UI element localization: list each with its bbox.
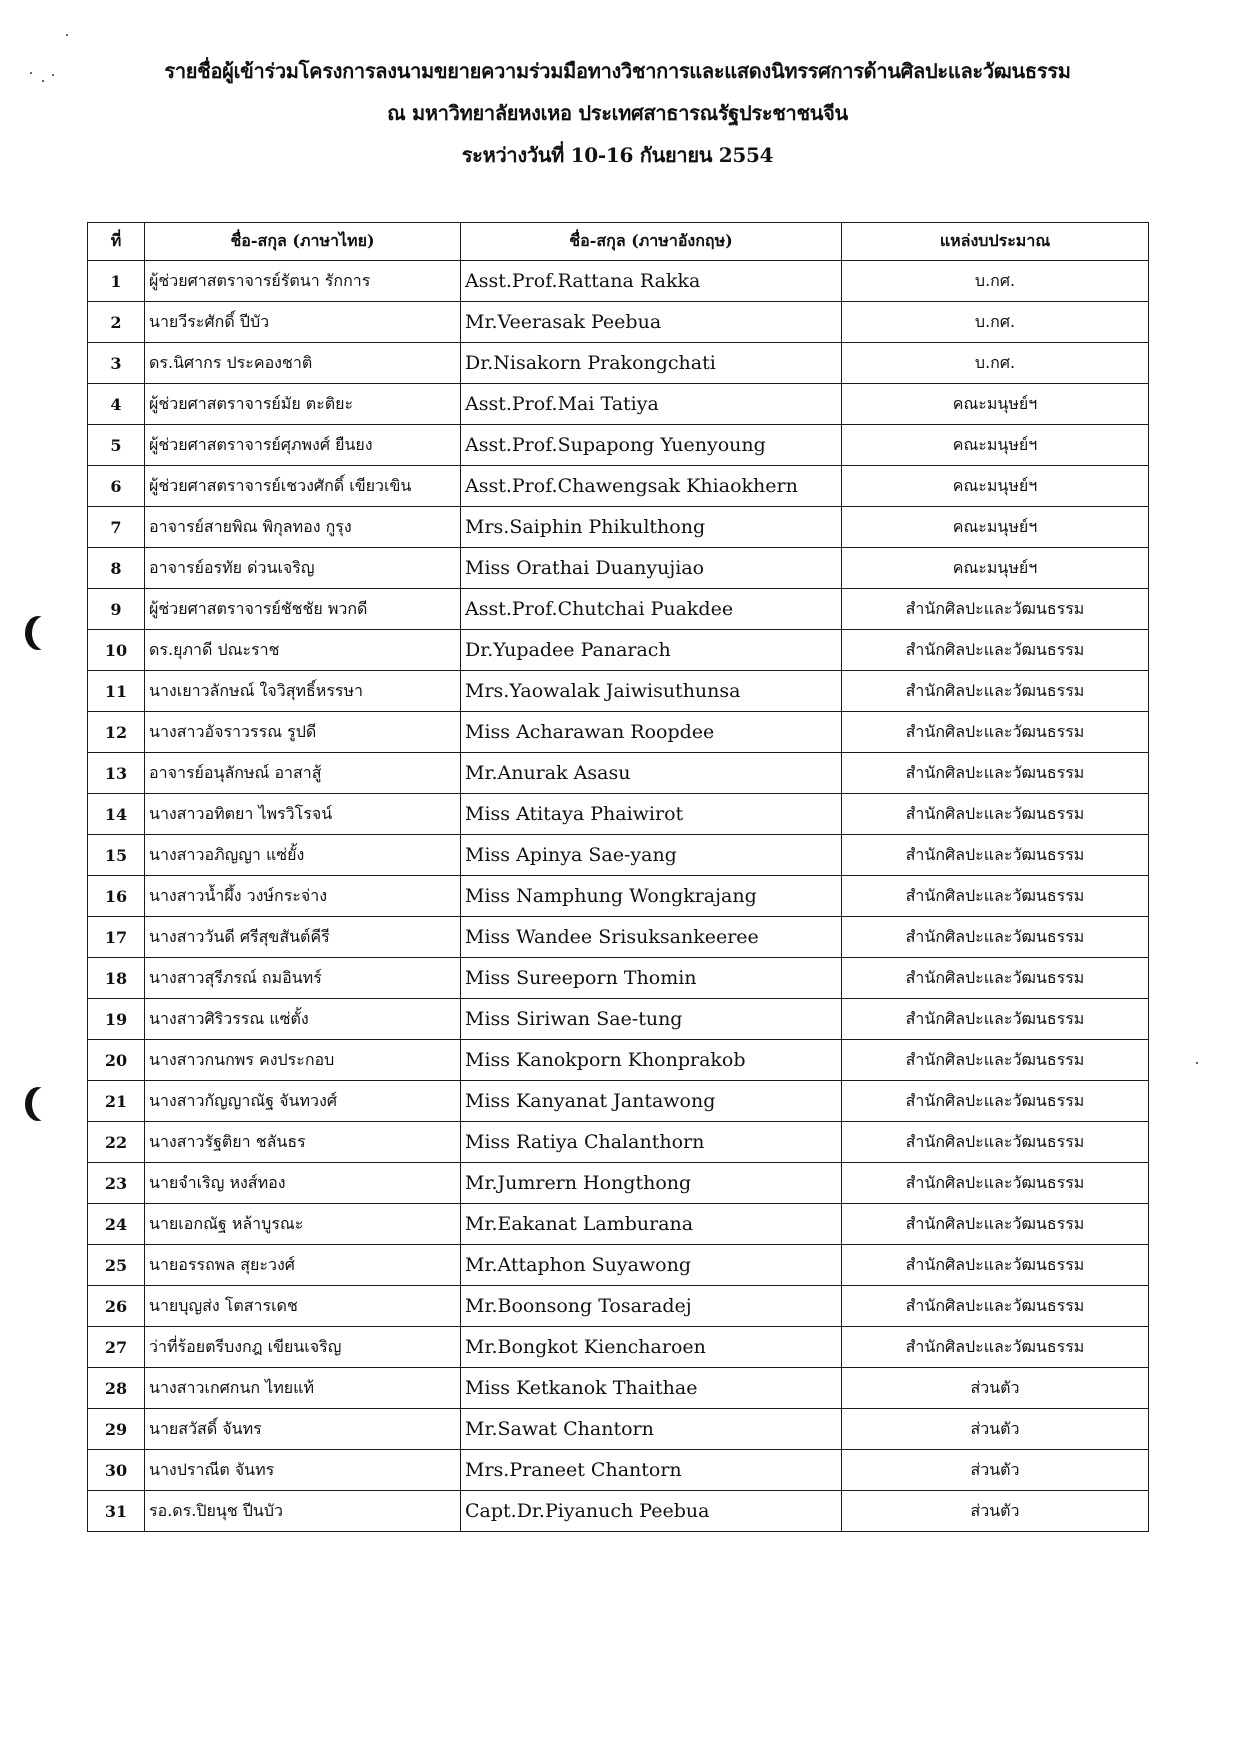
cell-name-th: ว่าที่ร้อยตรีบงกฎ เขียนเจริญ — [145, 1327, 461, 1368]
cell-name-th: นางสาวกัญญาณัฐ จันทวงศ์ — [145, 1081, 461, 1122]
cell-source: สำนักศิลปะและวัฒนธรรม — [842, 1327, 1149, 1368]
cell-source: สำนักศิลปะและวัฒนธรรม — [842, 1204, 1149, 1245]
col-header-name-en: ชื่อ-สกุล (ภาษาอังกฤษ) — [461, 223, 842, 261]
cell-name-th: อาจารย์อรทัย ด่วนเจริญ — [145, 548, 461, 589]
cell-no: 12 — [88, 712, 145, 753]
cell-no: 15 — [88, 835, 145, 876]
cell-source: บ.กศ. — [842, 261, 1149, 302]
cell-source: สำนักศิลปะและวัฒนธรรม — [842, 794, 1149, 835]
col-header-no: ที่ — [88, 223, 145, 261]
cell-no: 11 — [88, 671, 145, 712]
cell-name-en: Miss Namphung Wongkrajang — [461, 876, 842, 917]
table-row — [88, 671, 1149, 712]
cell-no: 27 — [88, 1327, 145, 1368]
cell-source: สำนักศิลปะและวัฒนธรรม — [842, 1040, 1149, 1081]
cell-no: 8 — [88, 548, 145, 589]
table-row — [88, 425, 1149, 466]
cell-name-en: Dr.Yupadee Panarach — [461, 630, 842, 671]
table-row — [88, 1491, 1149, 1532]
cell-name-en: Asst.Prof.Rattana Rakka — [461, 261, 842, 302]
cell-source: สำนักศิลปะและวัฒนธรรม — [842, 958, 1149, 999]
cell-no: 13 — [88, 753, 145, 794]
header-row — [88, 223, 1149, 261]
cell-source: สำนักศิลปะและวัฒนธรรม — [842, 671, 1149, 712]
cell-source: ส่วนตัว — [842, 1450, 1149, 1491]
punch-hole-mark — [32, 616, 58, 650]
cell-no: 28 — [88, 1368, 145, 1409]
cell-name-th: นายจำเริญ หงส์ทอง — [145, 1163, 461, 1204]
cell-name-th: นายอรรถพล สุยะวงศ์ — [145, 1245, 461, 1286]
punch-hole-mark — [32, 1087, 58, 1121]
table-row — [88, 1286, 1149, 1327]
cell-name-th: นางสาวเกศกนก ไทยแท้ — [145, 1368, 461, 1409]
cell-name-th: นายสวัสดิ์ จันทร — [145, 1409, 461, 1450]
scan-speck — [66, 34, 68, 36]
cell-name-en: Asst.Prof.Mai Tatiya — [461, 384, 842, 425]
cell-source: สำนักศิลปะและวัฒนธรรม — [842, 753, 1149, 794]
document-date-range: ระหว่างวันที่ 10-16 กันยายน 2554 — [461, 143, 774, 167]
cell-no: 31 — [88, 1491, 145, 1532]
scan-speck — [42, 80, 44, 82]
cell-name-th: ผู้ช่วยศาสตราจารย์ชัชชัย พวกดี — [145, 589, 461, 630]
cell-name-en: Miss Atitaya Phaiwirot — [461, 794, 842, 835]
table-row — [88, 876, 1149, 917]
cell-name-en: Miss Kanyanat Jantawong — [461, 1081, 842, 1122]
scan-speck — [52, 74, 54, 76]
cell-name-th: ผู้ช่วยศาสตราจารย์รัตนา รักการ — [145, 261, 461, 302]
cell-name-th: นางสาววันดี ศรีสุขสันต์คีรี — [145, 917, 461, 958]
table-row — [88, 507, 1149, 548]
cell-source: สำนักศิลปะและวัฒนธรรม — [842, 1245, 1149, 1286]
cell-no: 6 — [88, 466, 145, 507]
cell-no: 14 — [88, 794, 145, 835]
document-location: ณ มหาวิทยาลัยหงเหอ ประเทศสาธารณรัฐประชาชนจีน — [387, 101, 848, 125]
cell-source: คณะมนุษย์ฯ — [842, 548, 1149, 589]
cell-name-th: นางสาวศิริวรรณ แซ่ตั้ง — [145, 999, 461, 1040]
table-row — [88, 466, 1149, 507]
cell-name-en: Mr.Sawat Chantorn — [461, 1409, 842, 1450]
cell-source: สำนักศิลปะและวัฒนธรรม — [842, 835, 1149, 876]
cell-name-th: ดร.นิศากร ประคองชาติ — [145, 343, 461, 384]
cell-source: สำนักศิลปะและวัฒนธรรม — [842, 1122, 1149, 1163]
cell-no: 18 — [88, 958, 145, 999]
cell-source: ส่วนตัว — [842, 1491, 1149, 1532]
cell-name-en: Mr.Veerasak Peebua — [461, 302, 842, 343]
cell-no: 24 — [88, 1204, 145, 1245]
cell-name-en: Mr.Anurak Asasu — [461, 753, 842, 794]
cell-no: 9 — [88, 589, 145, 630]
cell-name-en: Asst.Prof.Chawengsak Khiaokhern — [461, 466, 842, 507]
cell-name-en: Mr.Attaphon Suyawong — [461, 1245, 842, 1286]
cell-name-th: ผู้ช่วยศาสตราจารย์เชวงศักดิ์ เขียวเขิน — [145, 466, 461, 507]
cell-name-th: นายเอกณัฐ หล้าบูรณะ — [145, 1204, 461, 1245]
document-header — [0, 58, 1235, 184]
cell-name-th: นางสาวอัจราวรรณ รูปดี — [145, 712, 461, 753]
cell-name-en: Miss Siriwan Sae-tung — [461, 999, 842, 1040]
cell-no: 3 — [88, 343, 145, 384]
cell-name-en: Miss Acharawan Roopdee — [461, 712, 842, 753]
cell-no: 10 — [88, 630, 145, 671]
cell-name-th: นางสาวกนกพร คงประกอบ — [145, 1040, 461, 1081]
table-row — [88, 589, 1149, 630]
cell-no: 19 — [88, 999, 145, 1040]
cell-source: ส่วนตัว — [842, 1409, 1149, 1450]
cell-name-th: รอ.ดร.ปิยนุช ปีนบัว — [145, 1491, 461, 1532]
table-row — [88, 1122, 1149, 1163]
table-row — [88, 384, 1149, 425]
cell-source: คณะมนุษย์ฯ — [842, 466, 1149, 507]
table-row — [88, 1163, 1149, 1204]
table-row — [88, 958, 1149, 999]
cell-name-en: Miss Ketkanok Thaithae — [461, 1368, 842, 1409]
cell-source: สำนักศิลปะและวัฒนธรรม — [842, 1286, 1149, 1327]
cell-name-th: อาจารย์สายพิณ พิกุลทอง กูรุง — [145, 507, 461, 548]
scan-speck — [1196, 1062, 1198, 1064]
cell-no: 21 — [88, 1081, 145, 1122]
table-body — [88, 261, 1149, 1532]
cell-name-en: Mrs.Yaowalak Jaiwisuthunsa — [461, 671, 842, 712]
cell-name-th: นางสาวอภิญญา แซ่ยั้ง — [145, 835, 461, 876]
cell-no: 4 — [88, 384, 145, 425]
cell-name-th: นางสาวสุรีภรณ์ ถมอินทร์ — [145, 958, 461, 999]
cell-source: บ.กศ. — [842, 302, 1149, 343]
table-row — [88, 835, 1149, 876]
cell-name-th: ดร.ยุภาดี ปณะราช — [145, 630, 461, 671]
cell-name-th: นางสาวน้ำผึ้ง วงษ์กระจ่าง — [145, 876, 461, 917]
table-row — [88, 794, 1149, 835]
cell-no: 17 — [88, 917, 145, 958]
cell-source: สำนักศิลปะและวัฒนธรรม — [842, 876, 1149, 917]
cell-name-en: Miss Apinya Sae-yang — [461, 835, 842, 876]
cell-source: คณะมนุษย์ฯ — [842, 507, 1149, 548]
table-row — [88, 302, 1149, 343]
table-row — [88, 261, 1149, 302]
cell-name-en: Mrs.Praneet Chantorn — [461, 1450, 842, 1491]
cell-name-en: Mr.Eakanat Lamburana — [461, 1204, 842, 1245]
cell-name-th: ผู้ช่วยศาสตราจารย์ศุภพงศ์ ยืนยง — [145, 425, 461, 466]
table-header — [88, 223, 1149, 261]
table-row — [88, 1450, 1149, 1491]
col-header-name-th: ชื่อ-สกุล (ภาษาไทย) — [145, 223, 461, 261]
cell-source: สำนักศิลปะและวัฒนธรรม — [842, 712, 1149, 753]
table-row — [88, 1081, 1149, 1122]
cell-no: 7 — [88, 507, 145, 548]
cell-source: คณะมนุษย์ฯ — [842, 425, 1149, 466]
cell-source: ส่วนตัว — [842, 1368, 1149, 1409]
table-row — [88, 1327, 1149, 1368]
cell-source: สำนักศิลปะและวัฒนธรรม — [842, 917, 1149, 958]
cell-source: คณะมนุษย์ฯ — [842, 384, 1149, 425]
cell-no: 26 — [88, 1286, 145, 1327]
cell-no: 25 — [88, 1245, 145, 1286]
table-row — [88, 343, 1149, 384]
cell-name-th: ผู้ช่วยศาสตราจารย์มัย ตะติยะ — [145, 384, 461, 425]
cell-name-en: Asst.Prof.Chutchai Puakdee — [461, 589, 842, 630]
cell-no: 1 — [88, 261, 145, 302]
scan-speck — [30, 72, 32, 74]
cell-name-th: อาจารย์อนุลักษณ์ อาสาสู้ — [145, 753, 461, 794]
cell-name-th: นายวีระศักดิ์ ปีบัว — [145, 302, 461, 343]
cell-no: 29 — [88, 1409, 145, 1450]
cell-name-en: Capt.Dr.Piyanuch Peebua — [461, 1491, 842, 1532]
table-row — [88, 1204, 1149, 1245]
col-header-source: แหล่งบประมาณ — [842, 223, 1149, 261]
table-row — [88, 630, 1149, 671]
cell-source: สำนักศิลปะและวัฒนธรรม — [842, 1081, 1149, 1122]
cell-source: สำนักศิลปะและวัฒนธรรม — [842, 1163, 1149, 1204]
table-row — [88, 1409, 1149, 1450]
cell-name-en: Miss Wandee Srisuksankeeree — [461, 917, 842, 958]
cell-name-th: นายบุญส่ง โตสารเดช — [145, 1286, 461, 1327]
cell-name-en: Mr.Boonsong Tosaradej — [461, 1286, 842, 1327]
table-row — [88, 1040, 1149, 1081]
cell-source: สำนักศิลปะและวัฒนธรรม — [842, 999, 1149, 1040]
table-row — [88, 917, 1149, 958]
cell-no: 5 — [88, 425, 145, 466]
cell-no: 2 — [88, 302, 145, 343]
cell-source: สำนักศิลปะและวัฒนธรรม — [842, 589, 1149, 630]
cell-no: 22 — [88, 1122, 145, 1163]
cell-name-en: Miss Kanokporn Khonprakob — [461, 1040, 842, 1081]
table-row — [88, 1368, 1149, 1409]
cell-name-en: Mr.Bongkot Kiencharoen — [461, 1327, 842, 1368]
table-row — [88, 712, 1149, 753]
cell-name-en: Miss Orathai Duanyujiao — [461, 548, 842, 589]
cell-name-en: Dr.Nisakorn Prakongchati — [461, 343, 842, 384]
cell-name-en: Mr.Jumrern Hongthong — [461, 1163, 842, 1204]
cell-no: 20 — [88, 1040, 145, 1081]
cell-no: 30 — [88, 1450, 145, 1491]
table-row — [88, 548, 1149, 589]
cell-no: 16 — [88, 876, 145, 917]
cell-name-en: Miss Ratiya Chalanthorn — [461, 1122, 842, 1163]
cell-name-en: Miss Sureeporn Thomin — [461, 958, 842, 999]
participant-table — [87, 222, 1149, 1532]
cell-name-en: Asst.Prof.Supapong Yuenyoung — [461, 425, 842, 466]
table-row — [88, 999, 1149, 1040]
table-row — [88, 1245, 1149, 1286]
table-row — [88, 753, 1149, 794]
cell-no: 23 — [88, 1163, 145, 1204]
document-title: รายชื่อผู้เข้าร่วมโครงการลงนามขยายความร่วมมือทางวิชาการและแสดงนิทรรศการด้านศิลปะและวัฒนธรรม — [164, 59, 1071, 83]
cell-name-th: นางเยาวลักษณ์ ใจวิสุทธิ์หรรษา — [145, 671, 461, 712]
cell-source: บ.กศ. — [842, 343, 1149, 384]
cell-source: สำนักศิลปะและวัฒนธรรม — [842, 630, 1149, 671]
cell-name-th: นางสาวอทิตยา ไพรวิโรจน์ — [145, 794, 461, 835]
cell-name-en: Mrs.Saiphin Phikulthong — [461, 507, 842, 548]
cell-name-th: นางปราณีต จันทร — [145, 1450, 461, 1491]
cell-name-th: นางสาวรัฐติยา ชลันธร — [145, 1122, 461, 1163]
